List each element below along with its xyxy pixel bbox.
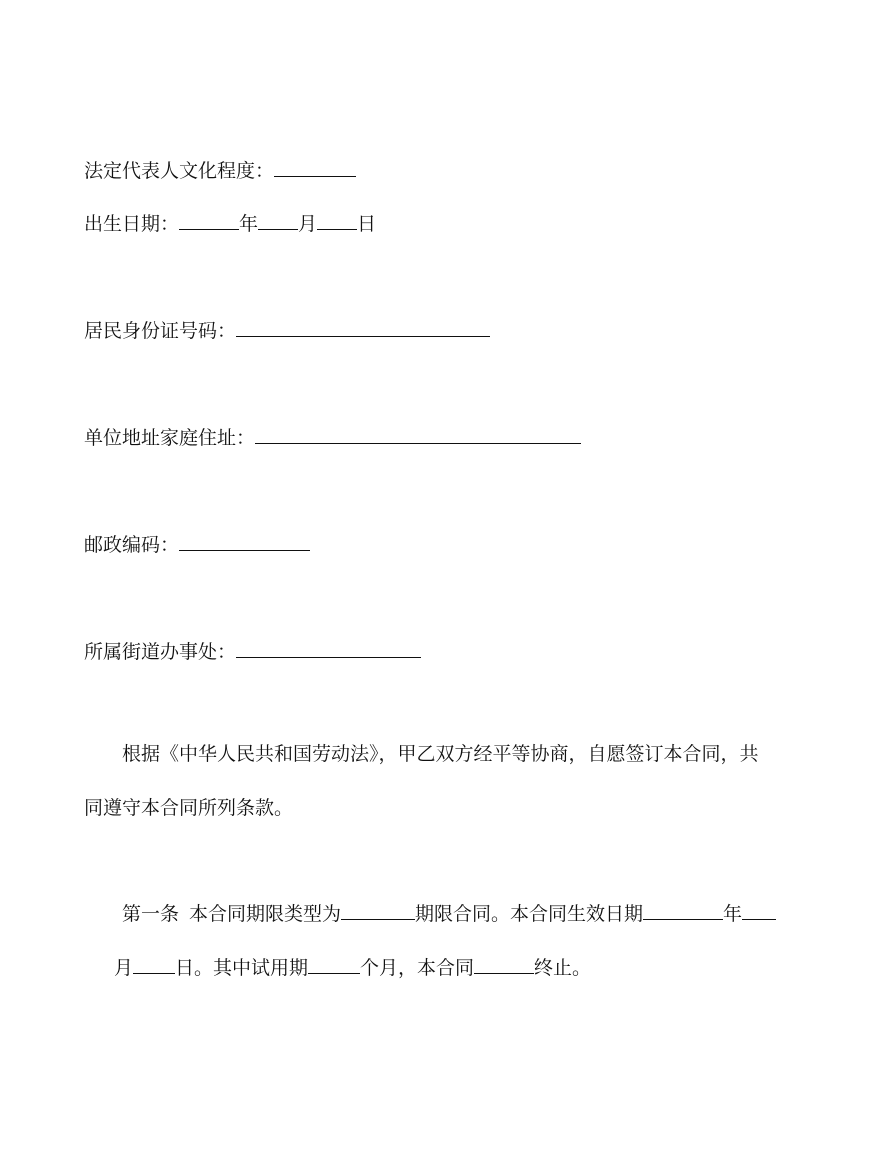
birth-month-blank[interactable] — [258, 212, 298, 230]
article-1-month-char: 月 — [114, 957, 134, 979]
postal-code-blank[interactable] — [179, 533, 310, 551]
article-1-line-2 — [114, 956, 591, 980]
rep-education-label: 法定代表人文化程度： — [84, 160, 275, 182]
postal-code-label: 邮政编码： — [84, 534, 180, 556]
article-1-text-e: 终止。 — [534, 957, 592, 979]
article-1-text-b: 期限合同。本合同生效日期 — [415, 903, 644, 925]
id-number-label: 居民身份证号码： — [84, 320, 237, 342]
id-number-line — [84, 319, 490, 343]
contract-term-type-blank[interactable] — [341, 902, 415, 920]
id-number-blank[interactable] — [236, 319, 490, 337]
termination-blank[interactable] — [474, 956, 534, 974]
birth-date-label: 出生日期： — [84, 213, 180, 235]
address-line — [84, 426, 581, 450]
year-char: 年 — [239, 213, 259, 235]
address-label: 单位地址家庭住址： — [84, 427, 256, 449]
article-1-year-char: 年 — [723, 903, 743, 925]
postal-code-line — [84, 533, 310, 557]
month-char: 月 — [298, 213, 318, 235]
rep-education-blank[interactable] — [274, 159, 356, 177]
subdistrict-office-line — [84, 640, 421, 664]
birth-day-blank[interactable] — [317, 212, 357, 230]
effective-day-blank[interactable] — [133, 956, 175, 974]
day-char: 日 — [357, 213, 377, 235]
article-1-text-c: 日。其中试用期 — [175, 957, 309, 979]
subdistrict-office-label: 所属街道办事处： — [84, 641, 237, 663]
effective-month-blank[interactable] — [742, 902, 776, 920]
birth-year-blank[interactable] — [179, 212, 239, 230]
rep-education-line — [84, 159, 356, 183]
address-blank[interactable] — [255, 426, 581, 444]
birth-date-line — [84, 212, 376, 236]
effective-year-blank[interactable] — [643, 902, 723, 920]
preamble-line-2: 同遵守本合同所列条款。 — [84, 797, 294, 819]
probation-months-blank[interactable] — [308, 956, 360, 974]
subdistrict-office-blank[interactable] — [236, 640, 421, 658]
preamble-line-1: 根据《中华人民共和国劳动法》，甲乙双方经平等协商，自愿签订本合同，共 — [122, 743, 759, 765]
article-1-heading: 第一条 — [122, 903, 180, 925]
article-1-text-d: 个月，本合同 — [360, 957, 475, 979]
article-1-line-1 — [122, 902, 776, 926]
article-1-text-a: 本合同期限类型为 — [189, 903, 342, 925]
